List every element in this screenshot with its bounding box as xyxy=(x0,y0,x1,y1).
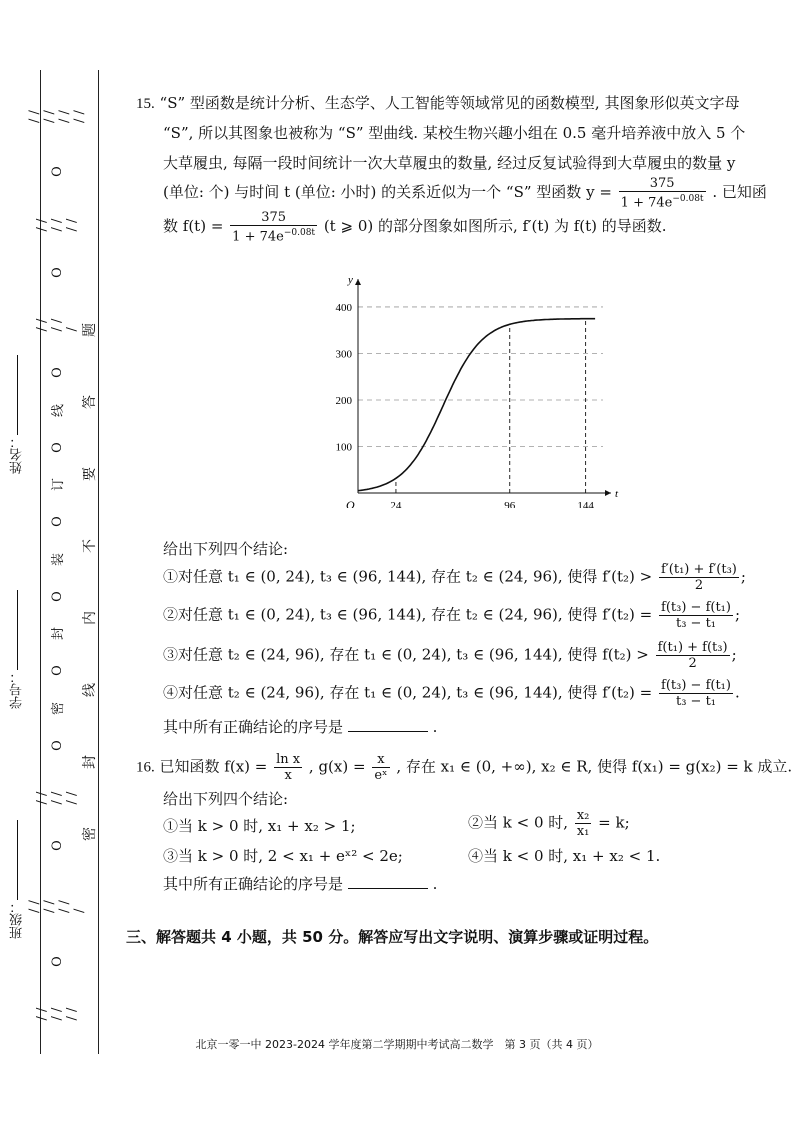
y-axis-label: y xyxy=(348,274,353,286)
c3-text: ③对任意 t₂ ∈ (24, 96), 存在 t₁ ∈ (0, 24), t₃ ∈ (96, 144), 使得 f(t₂) > xyxy=(163,645,649,664)
q16-number: 16. xyxy=(136,759,155,776)
q16-conclusion-1: ①当 k > 0 时, x₁ + x₂ > 1; xyxy=(163,817,356,835)
q15-line4 xyxy=(163,176,767,210)
q15-intro: 给出下列四个结论: xyxy=(163,540,289,558)
q16-intro: 给出下列四个结论: xyxy=(163,790,289,808)
seal-mark: O xyxy=(49,441,65,453)
seal-mark: O xyxy=(49,266,65,278)
name-label: 姓名： xyxy=(8,355,27,474)
c2-text: ②对任意 t₁ ∈ (0, 24), t₃ ∈ (96, 144), 存在 t₂ ∈ (24, 96), 使得 f′(t₂) = xyxy=(163,605,653,624)
seal-mark: O xyxy=(49,516,65,528)
seal-mark: O xyxy=(49,367,65,379)
seal-mark: / / / / / / / / xyxy=(27,110,87,123)
x-axis-label: t xyxy=(615,488,619,500)
id-label: 学号： xyxy=(8,590,27,709)
seal-mark: / / / / / / / xyxy=(27,899,87,913)
q15-answer-line xyxy=(163,716,437,738)
q15-conclusion-3: ③对任意 t₂ ∈ (24, 96), 存在 t₁ ∈ (0, 24), t₃ ∈ (96, 144), 使得 f(t₂) > $\frac{\text{f(t₁) + f(t₃)}}{2}$ ; xyxy=(163,640,737,671)
q15-number: 15. xyxy=(136,96,155,112)
logistic-curve xyxy=(358,319,595,491)
c3-frac: $\frac{\text{f(t₁) + f(t₃)}}{2}$ xyxy=(657,640,728,671)
q16-text-1c: , 存在 x₁ ∈ (0, +∞), x₂ ∈ R, 使得 f(x₁) = g(x₂) = k 成立. xyxy=(396,757,793,776)
q15-text-5b: (t ⩾ 0) 的部分图象如图所示, f′(t) 为 f(t) 的导函数. xyxy=(323,217,667,236)
q15-conclusion-2: ②对任意 t₁ ∈ (0, 24), t₃ ∈ (96, 144), 存在 t₂ ∈ (24, 96), 使得 f′(t₂) = $\frac{\text{f(t₃) − f(t₁)}}{\text{t₃ − t₁}}$ ; xyxy=(163,600,741,631)
q15-text-4a: (单位: 个) 与时间 t (单位: 小时) 的关系近似为一个 “S” 型函数 y = xyxy=(163,183,612,202)
binding-line-inner xyxy=(98,70,99,1054)
seal-mark: / / / / / xyxy=(34,318,80,332)
seal-mark: 订 xyxy=(51,477,67,492)
seal-mark: O xyxy=(49,665,65,677)
q16-text-1b: , g(x) = xyxy=(308,757,366,776)
y-tick-label: 100 xyxy=(335,441,352,454)
y-tick-label: 400 xyxy=(335,301,352,314)
seal-mark: / / / / / / xyxy=(34,218,80,231)
q16-answer-line xyxy=(163,873,437,895)
q16-conclusion-3: ③当 k > 0 时, 2 < x₁ + eˣ² < 2e; xyxy=(163,847,403,865)
section-3-heading: 三、解答题共 4 小题，共 50 分。解答应写出文字说明、演算步骤或证明过程。 xyxy=(126,928,659,946)
warning-char: 封 xyxy=(82,755,98,769)
q15-conclusion-1: ①对任意 t₁ ∈ (0, 24), t₃ ∈ (96, 144), 存在 t₂ ∈ (24, 96), 使得 f′(t₂) > $\frac{\text{f′(t₁) + f′(t₃)}}{2}$ ; xyxy=(163,562,746,593)
q15-formula-y xyxy=(619,176,706,210)
frac-den: $1 + 74e^{-0.08t}$ xyxy=(620,194,704,211)
warning-char: 密 xyxy=(82,827,98,841)
warning-char: 内 xyxy=(82,611,98,625)
warning-char: 要 xyxy=(82,467,98,481)
frac-num: 375 xyxy=(619,176,706,192)
seal-mark: O xyxy=(49,840,65,852)
q15-line3: 大草履虫, 每隔一段时间统计一次大草履虫的数量, 经过反复试验得到大草履虫的数量 y xyxy=(163,154,736,172)
y-axis-arrow xyxy=(355,279,361,285)
warning-column xyxy=(80,320,98,844)
q16-answer-blank[interactable] xyxy=(348,874,428,889)
q16-c2-text: ②当 k < 0 时, xyxy=(468,813,569,832)
q15-line1 xyxy=(136,92,739,115)
x-tick-label: 24 xyxy=(390,500,402,508)
origin-label: O xyxy=(346,498,355,508)
q16-period: . xyxy=(432,875,438,893)
q16-f-frac: $\frac{\text{ln x}}{x}$ xyxy=(276,752,301,783)
seal-mark: O xyxy=(49,739,65,751)
q15-text-5a: 数 f(t) = xyxy=(163,217,224,236)
seal-mark: 密 xyxy=(51,701,67,715)
q16-c2-tail: = k; xyxy=(598,813,630,832)
x-tick-label: 144 xyxy=(577,500,594,508)
logistic-chart xyxy=(330,268,620,508)
seal-mark: O xyxy=(49,166,65,178)
chart-svg xyxy=(330,268,620,508)
page-footer: 北京一零一中 2023-2024 学年度第二学期期中考试高二数学 第 3 页（共 4 页） xyxy=(195,1038,599,1051)
warning-char: 不 xyxy=(82,539,98,553)
q16-c2-frac: $\frac{\text{x₂}}{\text{x₁}}$ xyxy=(576,808,590,839)
q16-text-1a: 已知函数 f(x) = xyxy=(159,757,268,776)
c1-frac: $\frac{\text{f′(t₁) + f′(t₃)}}{2}$ xyxy=(661,562,737,593)
q15-text-1: “S” 型函数是统计分析、生态学、人工智能等领域常见的函数模型, 其图象形似英文字母 xyxy=(159,94,740,112)
y-tick-label: 300 xyxy=(335,348,352,361)
q16-ask: 其中所有正确结论的序号是 xyxy=(163,875,344,893)
q15-line2: “S”, 所以其图象也被称为 “S” 型曲线. 某校生物兴趣小组在 0.5 毫升培养液中放入 5 个 xyxy=(163,124,746,142)
c1-text: ①对任意 t₁ ∈ (0, 24), t₃ ∈ (96, 144), 存在 t₂ ∈ (24, 96), 使得 f′(t₂) > xyxy=(163,567,653,586)
q15-ask: 其中所有正确结论的序号是 xyxy=(163,718,344,736)
seal-mark: 装 xyxy=(51,552,67,566)
q16-conclusion-4: ④当 k < 0 时, x₁ + x₂ < 1. xyxy=(468,847,661,865)
q15-conclusion-4: ④对任意 t₂ ∈ (24, 96), 存在 t₁ ∈ (0, 24), t₃ ∈ (96, 144), 使得 f′(t₂) = $\frac{\text{f(t₃) − f(t₁)}}{\text{t₃ − t₁}}$ . xyxy=(163,678,740,709)
y-tick-label: 200 xyxy=(335,394,352,407)
q16-line1 xyxy=(136,752,792,783)
seal-mark: 线 xyxy=(51,403,67,417)
seal-mark: 封 xyxy=(51,626,67,641)
x-tick-label: 96 xyxy=(504,500,516,508)
c2-frac: $\frac{\text{f(t₃) − f(t₁)}}{\text{t₃ − t₁}}$ xyxy=(661,600,731,631)
q15-line5 xyxy=(163,210,667,244)
seal-line-column xyxy=(27,84,87,1034)
warning-char: 答 xyxy=(82,395,98,409)
warning-char: 题 xyxy=(82,323,98,337)
x-axis-arrow xyxy=(605,490,611,496)
seal-mark: / / / / / / xyxy=(34,1007,80,1021)
seal-mark: O xyxy=(49,955,65,967)
c4-frac: $\frac{\text{f(t₃) − f(t₁)}}{\text{t₃ − t₁}}$ xyxy=(661,678,731,709)
frac-num: 375 xyxy=(230,210,317,226)
q15-period: . xyxy=(432,718,438,736)
class-label: 班级： xyxy=(8,820,27,939)
q15-formula-f xyxy=(230,210,317,244)
c4-text: ④对任意 t₂ ∈ (24, 96), 存在 t₁ ∈ (0, 24), t₃ ∈ (96, 144), 使得 f′(t₂) = xyxy=(163,683,653,702)
q16-g-frac: $\frac{x}{\text{eˣ}}$ xyxy=(374,752,388,783)
frac-den: $1 + 74e^{-0.08t}$ xyxy=(232,228,316,245)
q16-conclusion-2 xyxy=(468,808,630,839)
q15-text-4b: . 已知函 xyxy=(712,183,767,202)
seal-mark: / / / / / / xyxy=(34,791,80,805)
warning-char: 线 xyxy=(82,683,98,697)
seal-mark: O xyxy=(49,590,65,602)
q15-answer-blank[interactable] xyxy=(348,717,428,732)
